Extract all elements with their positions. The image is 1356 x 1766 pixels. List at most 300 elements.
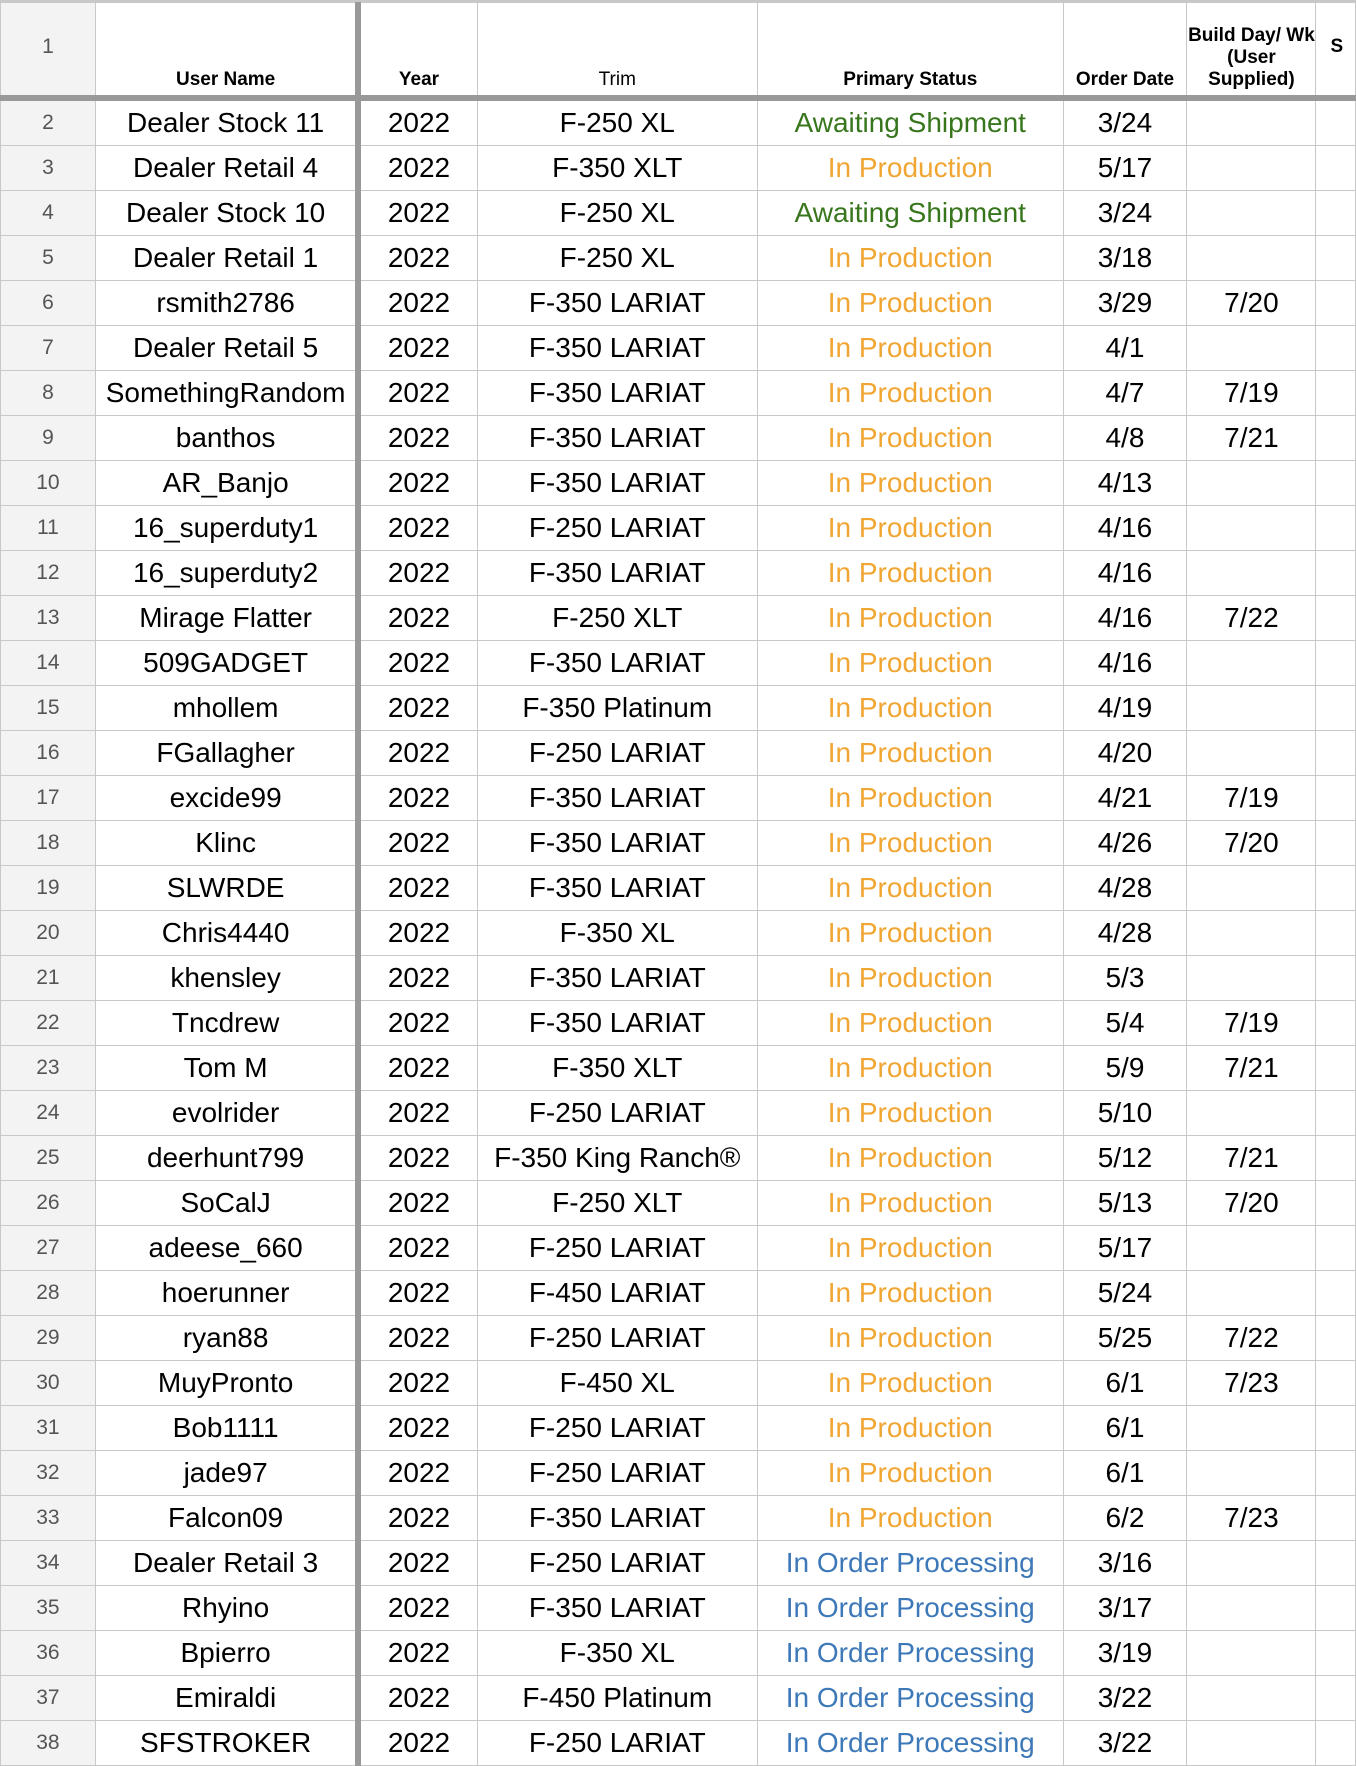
row-number[interactable]: 38 <box>1 1721 96 1766</box>
cell-trim[interactable]: F-250 XLT <box>477 596 758 641</box>
cell-build-day[interactable] <box>1187 1451 1316 1496</box>
column-header-partial[interactable]: S <box>1316 3 1356 99</box>
cell-primary-status[interactable]: In Production <box>758 371 1063 416</box>
cell-build-day[interactable] <box>1187 686 1316 731</box>
row-number[interactable]: 11 <box>1 506 96 551</box>
cell-order-date[interactable]: 3/22 <box>1063 1676 1187 1721</box>
cell-primary-status[interactable]: In Production <box>758 416 1063 461</box>
row-number[interactable]: 27 <box>1 1226 96 1271</box>
cell-partial[interactable] <box>1316 191 1356 236</box>
cell-year[interactable]: 2022 <box>358 1541 477 1586</box>
column-header-build-day[interactable]: Build Day/ Wk (User Supplied) <box>1187 3 1316 99</box>
cell-order-date[interactable]: 4/19 <box>1063 686 1187 731</box>
cell-trim[interactable]: F-350 LARIAT <box>477 956 758 1001</box>
cell-primary-status[interactable]: In Production <box>758 686 1063 731</box>
cell-order-date[interactable]: 4/8 <box>1063 416 1187 461</box>
row-number[interactable]: 31 <box>1 1406 96 1451</box>
cell-trim[interactable]: F-450 Platinum <box>477 1676 758 1721</box>
cell-user-name[interactable]: Dealer Retail 3 <box>95 1541 358 1586</box>
cell-partial[interactable] <box>1316 326 1356 371</box>
cell-user-name[interactable]: Dealer Retail 5 <box>95 326 358 371</box>
cell-trim[interactable]: F-350 XL <box>477 1631 758 1676</box>
cell-year[interactable]: 2022 <box>358 1046 477 1091</box>
row-number[interactable]: 5 <box>1 236 96 281</box>
cell-partial[interactable] <box>1316 1586 1356 1631</box>
cell-build-day[interactable]: 7/20 <box>1187 821 1316 866</box>
cell-partial[interactable] <box>1316 98 1356 146</box>
cell-year[interactable]: 2022 <box>358 551 477 596</box>
cell-primary-status[interactable]: In Production <box>758 1091 1063 1136</box>
cell-user-name[interactable]: Emiraldi <box>95 1676 358 1721</box>
cell-trim[interactable]: F-250 LARIAT <box>477 1091 758 1136</box>
cell-build-day[interactable]: 7/19 <box>1187 1001 1316 1046</box>
row-number[interactable]: 9 <box>1 416 96 461</box>
cell-year[interactable]: 2022 <box>358 506 477 551</box>
cell-build-day[interactable]: 7/21 <box>1187 1136 1316 1181</box>
cell-build-day[interactable]: 7/21 <box>1187 416 1316 461</box>
cell-partial[interactable] <box>1316 1316 1356 1361</box>
cell-user-name[interactable]: 16_superduty2 <box>95 551 358 596</box>
row-number[interactable]: 24 <box>1 1091 96 1136</box>
row-number[interactable]: 2 <box>1 98 96 146</box>
cell-partial[interactable] <box>1316 506 1356 551</box>
row-number[interactable]: 30 <box>1 1361 96 1406</box>
cell-build-day[interactable] <box>1187 236 1316 281</box>
cell-user-name[interactable]: Mirage Flatter <box>95 596 358 641</box>
cell-user-name[interactable]: MuyPronto <box>95 1361 358 1406</box>
cell-build-day[interactable] <box>1187 1271 1316 1316</box>
cell-trim[interactable]: F-250 XL <box>477 236 758 281</box>
cell-order-date[interactable]: 3/18 <box>1063 236 1187 281</box>
cell-user-name[interactable]: SomethingRandom <box>95 371 358 416</box>
cell-user-name[interactable]: FGallagher <box>95 731 358 776</box>
cell-trim[interactable]: F-350 LARIAT <box>477 1586 758 1631</box>
cell-user-name[interactable]: mhollem <box>95 686 358 731</box>
cell-trim[interactable]: F-350 LARIAT <box>477 821 758 866</box>
cell-user-name[interactable]: Dealer Retail 4 <box>95 146 358 191</box>
cell-partial[interactable] <box>1316 551 1356 596</box>
cell-partial[interactable] <box>1316 1046 1356 1091</box>
row-number[interactable]: 37 <box>1 1676 96 1721</box>
cell-user-name[interactable]: khensley <box>95 956 358 1001</box>
cell-year[interactable]: 2022 <box>358 686 477 731</box>
cell-order-date[interactable]: 5/9 <box>1063 1046 1187 1091</box>
cell-partial[interactable] <box>1316 146 1356 191</box>
cell-year[interactable]: 2022 <box>358 731 477 776</box>
cell-partial[interactable] <box>1316 866 1356 911</box>
row-number[interactable]: 29 <box>1 1316 96 1361</box>
cell-primary-status[interactable]: In Production <box>758 506 1063 551</box>
cell-primary-status[interactable]: In Production <box>758 1406 1063 1451</box>
cell-trim[interactable]: F-250 XL <box>477 98 758 146</box>
cell-trim[interactable]: F-350 Platinum <box>477 686 758 731</box>
row-number[interactable]: 26 <box>1 1181 96 1226</box>
row-number[interactable]: 19 <box>1 866 96 911</box>
cell-user-name[interactable]: jade97 <box>95 1451 358 1496</box>
cell-primary-status[interactable]: In Production <box>758 1226 1063 1271</box>
row-number[interactable]: 33 <box>1 1496 96 1541</box>
cell-year[interactable]: 2022 <box>358 191 477 236</box>
cell-build-day[interactable]: 7/19 <box>1187 371 1316 416</box>
row-number[interactable]: 13 <box>1 596 96 641</box>
cell-trim[interactable]: F-250 LARIAT <box>477 731 758 776</box>
cell-partial[interactable] <box>1316 1271 1356 1316</box>
cell-partial[interactable] <box>1316 1631 1356 1676</box>
cell-build-day[interactable] <box>1187 731 1316 776</box>
cell-partial[interactable] <box>1316 1676 1356 1721</box>
cell-order-date[interactable]: 4/1 <box>1063 326 1187 371</box>
cell-user-name[interactable]: excide99 <box>95 776 358 821</box>
cell-order-date[interactable]: 4/21 <box>1063 776 1187 821</box>
cell-user-name[interactable]: evolrider <box>95 1091 358 1136</box>
row-number[interactable]: 10 <box>1 461 96 506</box>
cell-year[interactable]: 2022 <box>358 1451 477 1496</box>
cell-partial[interactable] <box>1316 1181 1356 1226</box>
cell-primary-status[interactable]: In Order Processing <box>758 1541 1063 1586</box>
cell-partial[interactable] <box>1316 371 1356 416</box>
cell-partial[interactable] <box>1316 1001 1356 1046</box>
cell-user-name[interactable]: Klinc <box>95 821 358 866</box>
cell-build-day[interactable] <box>1187 506 1316 551</box>
cell-year[interactable]: 2022 <box>358 98 477 146</box>
cell-order-date[interactable]: 4/16 <box>1063 596 1187 641</box>
cell-partial[interactable] <box>1316 1226 1356 1271</box>
cell-primary-status[interactable]: In Production <box>758 956 1063 1001</box>
column-header-trim[interactable]: Trim <box>477 3 758 99</box>
cell-primary-status[interactable]: In Production <box>758 1271 1063 1316</box>
cell-user-name[interactable]: Dealer Stock 10 <box>95 191 358 236</box>
cell-partial[interactable] <box>1316 596 1356 641</box>
cell-year[interactable]: 2022 <box>358 1496 477 1541</box>
cell-build-day[interactable] <box>1187 1226 1316 1271</box>
cell-primary-status[interactable]: Awaiting Shipment <box>758 191 1063 236</box>
row-number[interactable]: 15 <box>1 686 96 731</box>
cell-order-date[interactable]: 4/16 <box>1063 641 1187 686</box>
cell-trim[interactable]: F-350 XLT <box>477 1046 758 1091</box>
cell-user-name[interactable]: Dealer Stock 11 <box>95 98 358 146</box>
cell-primary-status[interactable]: In Production <box>758 1361 1063 1406</box>
row-number[interactable]: 6 <box>1 281 96 326</box>
cell-build-day[interactable]: 7/19 <box>1187 776 1316 821</box>
cell-year[interactable]: 2022 <box>358 461 477 506</box>
cell-year[interactable]: 2022 <box>358 911 477 956</box>
cell-partial[interactable] <box>1316 956 1356 1001</box>
cell-primary-status[interactable]: In Production <box>758 641 1063 686</box>
cell-user-name[interactable]: adeese_660 <box>95 1226 358 1271</box>
cell-partial[interactable] <box>1316 236 1356 281</box>
cell-user-name[interactable]: Tncdrew <box>95 1001 358 1046</box>
cell-order-date[interactable]: 5/12 <box>1063 1136 1187 1181</box>
cell-user-name[interactable]: hoerunner <box>95 1271 358 1316</box>
cell-partial[interactable] <box>1316 1136 1356 1181</box>
row-number[interactable]: 7 <box>1 326 96 371</box>
cell-build-day[interactable]: 7/22 <box>1187 596 1316 641</box>
cell-trim[interactable]: F-350 King Ranch® <box>477 1136 758 1181</box>
cell-order-date[interactable]: 3/29 <box>1063 281 1187 326</box>
cell-year[interactable]: 2022 <box>358 1136 477 1181</box>
cell-partial[interactable] <box>1316 911 1356 956</box>
cell-primary-status[interactable]: In Production <box>758 1181 1063 1226</box>
cell-order-date[interactable]: 4/13 <box>1063 461 1187 506</box>
cell-trim[interactable]: F-350 LARIAT <box>477 461 758 506</box>
row-number[interactable]: 18 <box>1 821 96 866</box>
cell-year[interactable]: 2022 <box>358 1586 477 1631</box>
cell-year[interactable]: 2022 <box>358 956 477 1001</box>
row-number[interactable]: 34 <box>1 1541 96 1586</box>
cell-trim[interactable]: F-350 LARIAT <box>477 551 758 596</box>
cell-order-date[interactable]: 3/24 <box>1063 98 1187 146</box>
cell-primary-status[interactable]: In Production <box>758 1046 1063 1091</box>
cell-order-date[interactable]: 3/19 <box>1063 1631 1187 1676</box>
cell-user-name[interactable]: SoCalJ <box>95 1181 358 1226</box>
cell-year[interactable]: 2022 <box>358 1226 477 1271</box>
row-number[interactable]: 20 <box>1 911 96 956</box>
cell-year[interactable]: 2022 <box>358 866 477 911</box>
cell-trim[interactable]: F-350 LARIAT <box>477 866 758 911</box>
column-header-order-date[interactable]: Order Date <box>1063 3 1187 99</box>
row-number[interactable]: 17 <box>1 776 96 821</box>
cell-primary-status[interactable]: In Order Processing <box>758 1586 1063 1631</box>
cell-order-date[interactable]: 6/1 <box>1063 1361 1187 1406</box>
cell-primary-status[interactable]: In Production <box>758 911 1063 956</box>
cell-year[interactable]: 2022 <box>358 416 477 461</box>
cell-trim[interactable]: F-350 LARIAT <box>477 281 758 326</box>
cell-trim[interactable]: F-350 LARIAT <box>477 326 758 371</box>
cell-order-date[interactable]: 5/3 <box>1063 956 1187 1001</box>
cell-partial[interactable] <box>1316 1091 1356 1136</box>
row-number[interactable]: 3 <box>1 146 96 191</box>
column-header-user-name[interactable]: User Name <box>95 3 358 99</box>
cell-order-date[interactable]: 5/17 <box>1063 146 1187 191</box>
cell-build-day[interactable] <box>1187 191 1316 236</box>
cell-order-date[interactable]: 5/25 <box>1063 1316 1187 1361</box>
cell-order-date[interactable]: 6/2 <box>1063 1496 1187 1541</box>
cell-order-date[interactable]: 3/16 <box>1063 1541 1187 1586</box>
cell-primary-status[interactable]: In Production <box>758 236 1063 281</box>
cell-year[interactable]: 2022 <box>358 1316 477 1361</box>
cell-order-date[interactable]: 3/24 <box>1063 191 1187 236</box>
cell-order-date[interactable]: 4/26 <box>1063 821 1187 866</box>
row-number[interactable]: 36 <box>1 1631 96 1676</box>
cell-order-date[interactable]: 5/4 <box>1063 1001 1187 1046</box>
cell-year[interactable]: 2022 <box>358 641 477 686</box>
cell-year[interactable]: 2022 <box>358 326 477 371</box>
cell-year[interactable]: 2022 <box>358 1091 477 1136</box>
cell-primary-status[interactable]: In Production <box>758 1136 1063 1181</box>
cell-primary-status[interactable]: In Production <box>758 866 1063 911</box>
cell-year[interactable]: 2022 <box>358 1721 477 1766</box>
cell-user-name[interactable]: rsmith2786 <box>95 281 358 326</box>
cell-user-name[interactable]: Dealer Retail 1 <box>95 236 358 281</box>
cell-user-name[interactable]: 16_superduty1 <box>95 506 358 551</box>
cell-order-date[interactable]: 5/17 <box>1063 1226 1187 1271</box>
cell-user-name[interactable]: AR_Banjo <box>95 461 358 506</box>
cell-partial[interactable] <box>1316 281 1356 326</box>
cell-primary-status[interactable]: Awaiting Shipment <box>758 98 1063 146</box>
cell-year[interactable]: 2022 <box>358 776 477 821</box>
cell-year[interactable]: 2022 <box>358 1181 477 1226</box>
cell-primary-status[interactable]: In Production <box>758 821 1063 866</box>
row-number[interactable]: 25 <box>1 1136 96 1181</box>
cell-trim[interactable]: F-250 LARIAT <box>477 1226 758 1271</box>
cell-build-day[interactable]: 7/23 <box>1187 1496 1316 1541</box>
row-number[interactable]: 28 <box>1 1271 96 1316</box>
cell-build-day[interactable] <box>1187 1091 1316 1136</box>
cell-trim[interactable]: F-350 LARIAT <box>477 641 758 686</box>
cell-order-date[interactable]: 3/22 <box>1063 1721 1187 1766</box>
cell-order-date[interactable]: 6/1 <box>1063 1406 1187 1451</box>
cell-build-day[interactable] <box>1187 98 1316 146</box>
row-number[interactable]: 22 <box>1 1001 96 1046</box>
cell-partial[interactable] <box>1316 1541 1356 1586</box>
row-number[interactable]: 16 <box>1 731 96 776</box>
cell-primary-status[interactable]: In Production <box>758 146 1063 191</box>
cell-trim[interactable]: F-250 LARIAT <box>477 1316 758 1361</box>
cell-trim[interactable]: F-250 LARIAT <box>477 1406 758 1451</box>
cell-year[interactable]: 2022 <box>358 1001 477 1046</box>
cell-partial[interactable] <box>1316 731 1356 776</box>
column-header-primary-status[interactable]: Primary Status <box>758 3 1063 99</box>
cell-order-date[interactable]: 4/28 <box>1063 911 1187 956</box>
cell-order-date[interactable]: 5/13 <box>1063 1181 1187 1226</box>
cell-user-name[interactable]: Chris4440 <box>95 911 358 956</box>
cell-order-date[interactable]: 4/16 <box>1063 551 1187 596</box>
cell-partial[interactable] <box>1316 1496 1356 1541</box>
cell-build-day[interactable]: 7/22 <box>1187 1316 1316 1361</box>
cell-trim[interactable]: F-450 XL <box>477 1361 758 1406</box>
row-number[interactable]: 32 <box>1 1451 96 1496</box>
cell-build-day[interactable]: 7/21 <box>1187 1046 1316 1091</box>
cell-primary-status[interactable]: In Production <box>758 551 1063 596</box>
cell-year[interactable]: 2022 <box>358 146 477 191</box>
cell-user-name[interactable]: Bob1111 <box>95 1406 358 1451</box>
cell-trim[interactable]: F-350 LARIAT <box>477 1001 758 1046</box>
cell-trim[interactable]: F-350 LARIAT <box>477 1496 758 1541</box>
cell-build-day[interactable]: 7/23 <box>1187 1361 1316 1406</box>
cell-user-name[interactable]: Bpierro <box>95 1631 358 1676</box>
row-number[interactable]: 23 <box>1 1046 96 1091</box>
cell-year[interactable]: 2022 <box>358 236 477 281</box>
cell-partial[interactable] <box>1316 1451 1356 1496</box>
cell-build-day[interactable] <box>1187 1541 1316 1586</box>
cell-user-name[interactable]: Rhyino <box>95 1586 358 1631</box>
cell-trim[interactable]: F-350 LARIAT <box>477 776 758 821</box>
column-header-year[interactable]: Year <box>358 3 477 99</box>
row-header-1[interactable]: 1 <box>1 3 96 99</box>
cell-primary-status[interactable]: In Production <box>758 1451 1063 1496</box>
cell-build-day[interactable] <box>1187 1631 1316 1676</box>
cell-partial[interactable] <box>1316 776 1356 821</box>
cell-order-date[interactable]: 4/20 <box>1063 731 1187 776</box>
cell-year[interactable]: 2022 <box>358 1271 477 1316</box>
cell-partial[interactable] <box>1316 641 1356 686</box>
cell-partial[interactable] <box>1316 1721 1356 1766</box>
cell-partial[interactable] <box>1316 1406 1356 1451</box>
cell-trim[interactable]: F-350 LARIAT <box>477 416 758 461</box>
cell-primary-status[interactable]: In Production <box>758 281 1063 326</box>
cell-trim[interactable]: F-350 XLT <box>477 146 758 191</box>
cell-build-day[interactable] <box>1187 1676 1316 1721</box>
cell-user-name[interactable]: ryan88 <box>95 1316 358 1361</box>
cell-trim[interactable]: F-350 LARIAT <box>477 371 758 416</box>
cell-partial[interactable] <box>1316 821 1356 866</box>
cell-user-name[interactable]: SLWRDE <box>95 866 358 911</box>
cell-year[interactable]: 2022 <box>358 1361 477 1406</box>
row-number[interactable]: 14 <box>1 641 96 686</box>
cell-trim[interactable]: F-250 LARIAT <box>477 1541 758 1586</box>
cell-primary-status[interactable]: In Production <box>758 776 1063 821</box>
cell-trim[interactable]: F-450 LARIAT <box>477 1271 758 1316</box>
row-number[interactable]: 12 <box>1 551 96 596</box>
cell-build-day[interactable]: 7/20 <box>1187 281 1316 326</box>
cell-year[interactable]: 2022 <box>358 596 477 641</box>
cell-primary-status[interactable]: In Production <box>758 1316 1063 1361</box>
cell-order-date[interactable]: 4/7 <box>1063 371 1187 416</box>
cell-order-date[interactable]: 5/10 <box>1063 1091 1187 1136</box>
row-number[interactable]: 4 <box>1 191 96 236</box>
cell-year[interactable]: 2022 <box>358 371 477 416</box>
cell-primary-status[interactable]: In Production <box>758 326 1063 371</box>
cell-year[interactable]: 2022 <box>358 821 477 866</box>
cell-build-day[interactable] <box>1187 641 1316 686</box>
cell-trim[interactable]: F-350 XL <box>477 911 758 956</box>
cell-user-name[interactable]: deerhunt799 <box>95 1136 358 1181</box>
cell-order-date[interactable]: 6/1 <box>1063 1451 1187 1496</box>
cell-year[interactable]: 2022 <box>358 1676 477 1721</box>
cell-build-day[interactable] <box>1187 146 1316 191</box>
cell-year[interactable]: 2022 <box>358 1631 477 1676</box>
cell-user-name[interactable]: SFSTROKER <box>95 1721 358 1766</box>
cell-trim[interactable]: F-250 LARIAT <box>477 1721 758 1766</box>
cell-user-name[interactable]: 509GADGET <box>95 641 358 686</box>
cell-partial[interactable] <box>1316 416 1356 461</box>
cell-user-name[interactable]: Falcon09 <box>95 1496 358 1541</box>
cell-user-name[interactable]: banthos <box>95 416 358 461</box>
cell-order-date[interactable]: 3/17 <box>1063 1586 1187 1631</box>
cell-trim[interactable]: F-250 XLT <box>477 1181 758 1226</box>
row-number[interactable]: 21 <box>1 956 96 1001</box>
cell-primary-status[interactable]: In Production <box>758 1001 1063 1046</box>
cell-user-name[interactable]: Tom M <box>95 1046 358 1091</box>
cell-trim[interactable]: F-250 XL <box>477 191 758 236</box>
cell-primary-status[interactable]: In Order Processing <box>758 1721 1063 1766</box>
cell-build-day[interactable] <box>1187 1406 1316 1451</box>
cell-build-day[interactable]: 7/20 <box>1187 1181 1316 1226</box>
cell-partial[interactable] <box>1316 461 1356 506</box>
cell-build-day[interactable] <box>1187 911 1316 956</box>
cell-build-day[interactable] <box>1187 1586 1316 1631</box>
cell-year[interactable]: 2022 <box>358 281 477 326</box>
cell-year[interactable]: 2022 <box>358 1406 477 1451</box>
cell-build-day[interactable] <box>1187 461 1316 506</box>
cell-primary-status[interactable]: In Production <box>758 1496 1063 1541</box>
cell-order-date[interactable]: 4/28 <box>1063 866 1187 911</box>
cell-primary-status[interactable]: In Production <box>758 596 1063 641</box>
cell-build-day[interactable] <box>1187 956 1316 1001</box>
row-number[interactable]: 8 <box>1 371 96 416</box>
cell-partial[interactable] <box>1316 1361 1356 1406</box>
cell-trim[interactable]: F-250 LARIAT <box>477 1451 758 1496</box>
row-number[interactable]: 35 <box>1 1586 96 1631</box>
cell-primary-status[interactable]: In Production <box>758 461 1063 506</box>
cell-build-day[interactable] <box>1187 326 1316 371</box>
cell-partial[interactable] <box>1316 686 1356 731</box>
cell-order-date[interactable]: 5/24 <box>1063 1271 1187 1316</box>
cell-primary-status[interactable]: In Order Processing <box>758 1631 1063 1676</box>
cell-build-day[interactable] <box>1187 866 1316 911</box>
cell-primary-status[interactable]: In Production <box>758 731 1063 776</box>
cell-build-day[interactable] <box>1187 1721 1316 1766</box>
